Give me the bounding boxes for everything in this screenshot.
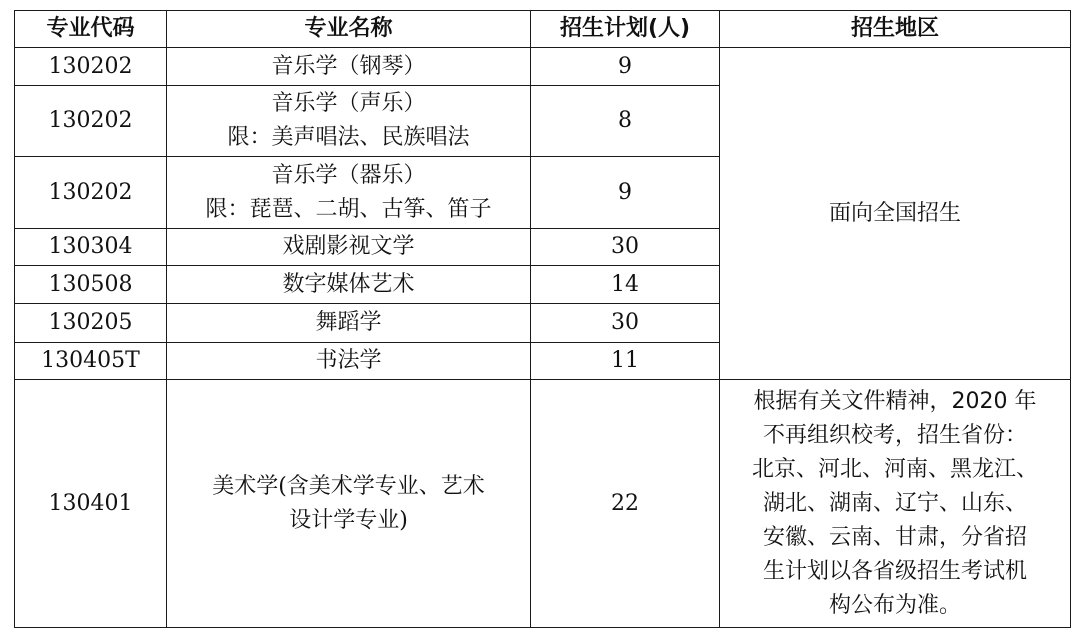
major-code-cell: 130205 <box>15 304 167 343</box>
major-name-line: 音乐学（器乐） <box>271 162 426 188</box>
major-code-cell: 130304 <box>15 229 167 266</box>
header-region: 招生地区 <box>720 11 1071 48</box>
major-code-cell: 130508 <box>15 266 167 304</box>
table-row <box>15 48 1071 86</box>
major-code-cell: 130405T <box>15 343 167 380</box>
plan-count-cell: 30 <box>531 304 720 343</box>
major-name-cell <box>167 157 531 229</box>
region-note-line: 安徽、云南、甘肃，分省招 <box>762 524 1027 550</box>
major-name-cell <box>167 266 531 304</box>
table-header-row <box>15 11 1071 48</box>
plan-count-cell: 8 <box>531 86 720 157</box>
major-code-cell: 130202 <box>15 48 167 86</box>
major-name-line: 音乐学（钢琴） <box>271 53 426 79</box>
region-note-line: 不再组织校考，招生省份： <box>762 422 1027 448</box>
major-code-cell: 130202 <box>15 86 167 157</box>
table-row <box>15 380 1071 628</box>
major-name-line: 戏剧影视文学 <box>282 234 415 259</box>
major-name-cell <box>167 229 531 266</box>
header-major-code: 专业代码 <box>15 11 167 48</box>
major-name-line: 书法学 <box>315 348 382 373</box>
major-name-restriction: 限：琵琶、二胡、古筝、笛子 <box>205 196 492 222</box>
major-name-cell <box>167 48 531 86</box>
header-major-name: 专业名称 <box>167 11 531 48</box>
major-name-line: 舞蹈学 <box>315 310 382 335</box>
region-note-line: 根据有关文件精神，2020 年 <box>753 388 1037 414</box>
region-note-cell <box>720 380 1071 628</box>
major-name-line: 音乐学（声乐） <box>271 91 426 116</box>
major-code-cell: 130401 <box>15 380 167 628</box>
major-name-line: 美术学(含美术学专业、艺术 <box>212 473 485 499</box>
plan-count-cell: 14 <box>531 266 720 304</box>
region-note-line: 湖北、湖南、辽宁、山东、 <box>762 490 1027 516</box>
major-name-cell <box>167 304 531 343</box>
header-enrollment-plan: 招生计划(人) <box>531 11 720 48</box>
plan-count-cell: 22 <box>531 380 720 628</box>
major-name-cell <box>167 86 531 157</box>
plan-count-cell: 30 <box>531 229 720 266</box>
region-note-line: 构公布为准。 <box>828 592 961 618</box>
major-name-line: 设计学专业) <box>289 507 408 533</box>
region-national-cell: 面向全国招生 <box>720 48 1071 380</box>
region-note-line: 生计划以各省级招生考试机 <box>762 558 1027 584</box>
region-note-line: 北京、河北、河南、黑龙江、 <box>751 456 1038 482</box>
plan-count-cell: 9 <box>531 157 720 229</box>
major-name-line: 数字媒体艺术 <box>282 271 415 297</box>
plan-count-cell: 11 <box>531 343 720 380</box>
major-code-cell: 130202 <box>15 157 167 229</box>
major-name-cell <box>167 380 531 628</box>
major-name-cell <box>167 343 531 380</box>
major-name-restriction: 限：美声唱法、民族唱法 <box>227 125 470 150</box>
plan-count-cell: 9 <box>531 48 720 86</box>
admissions-plan-table <box>14 10 1071 628</box>
